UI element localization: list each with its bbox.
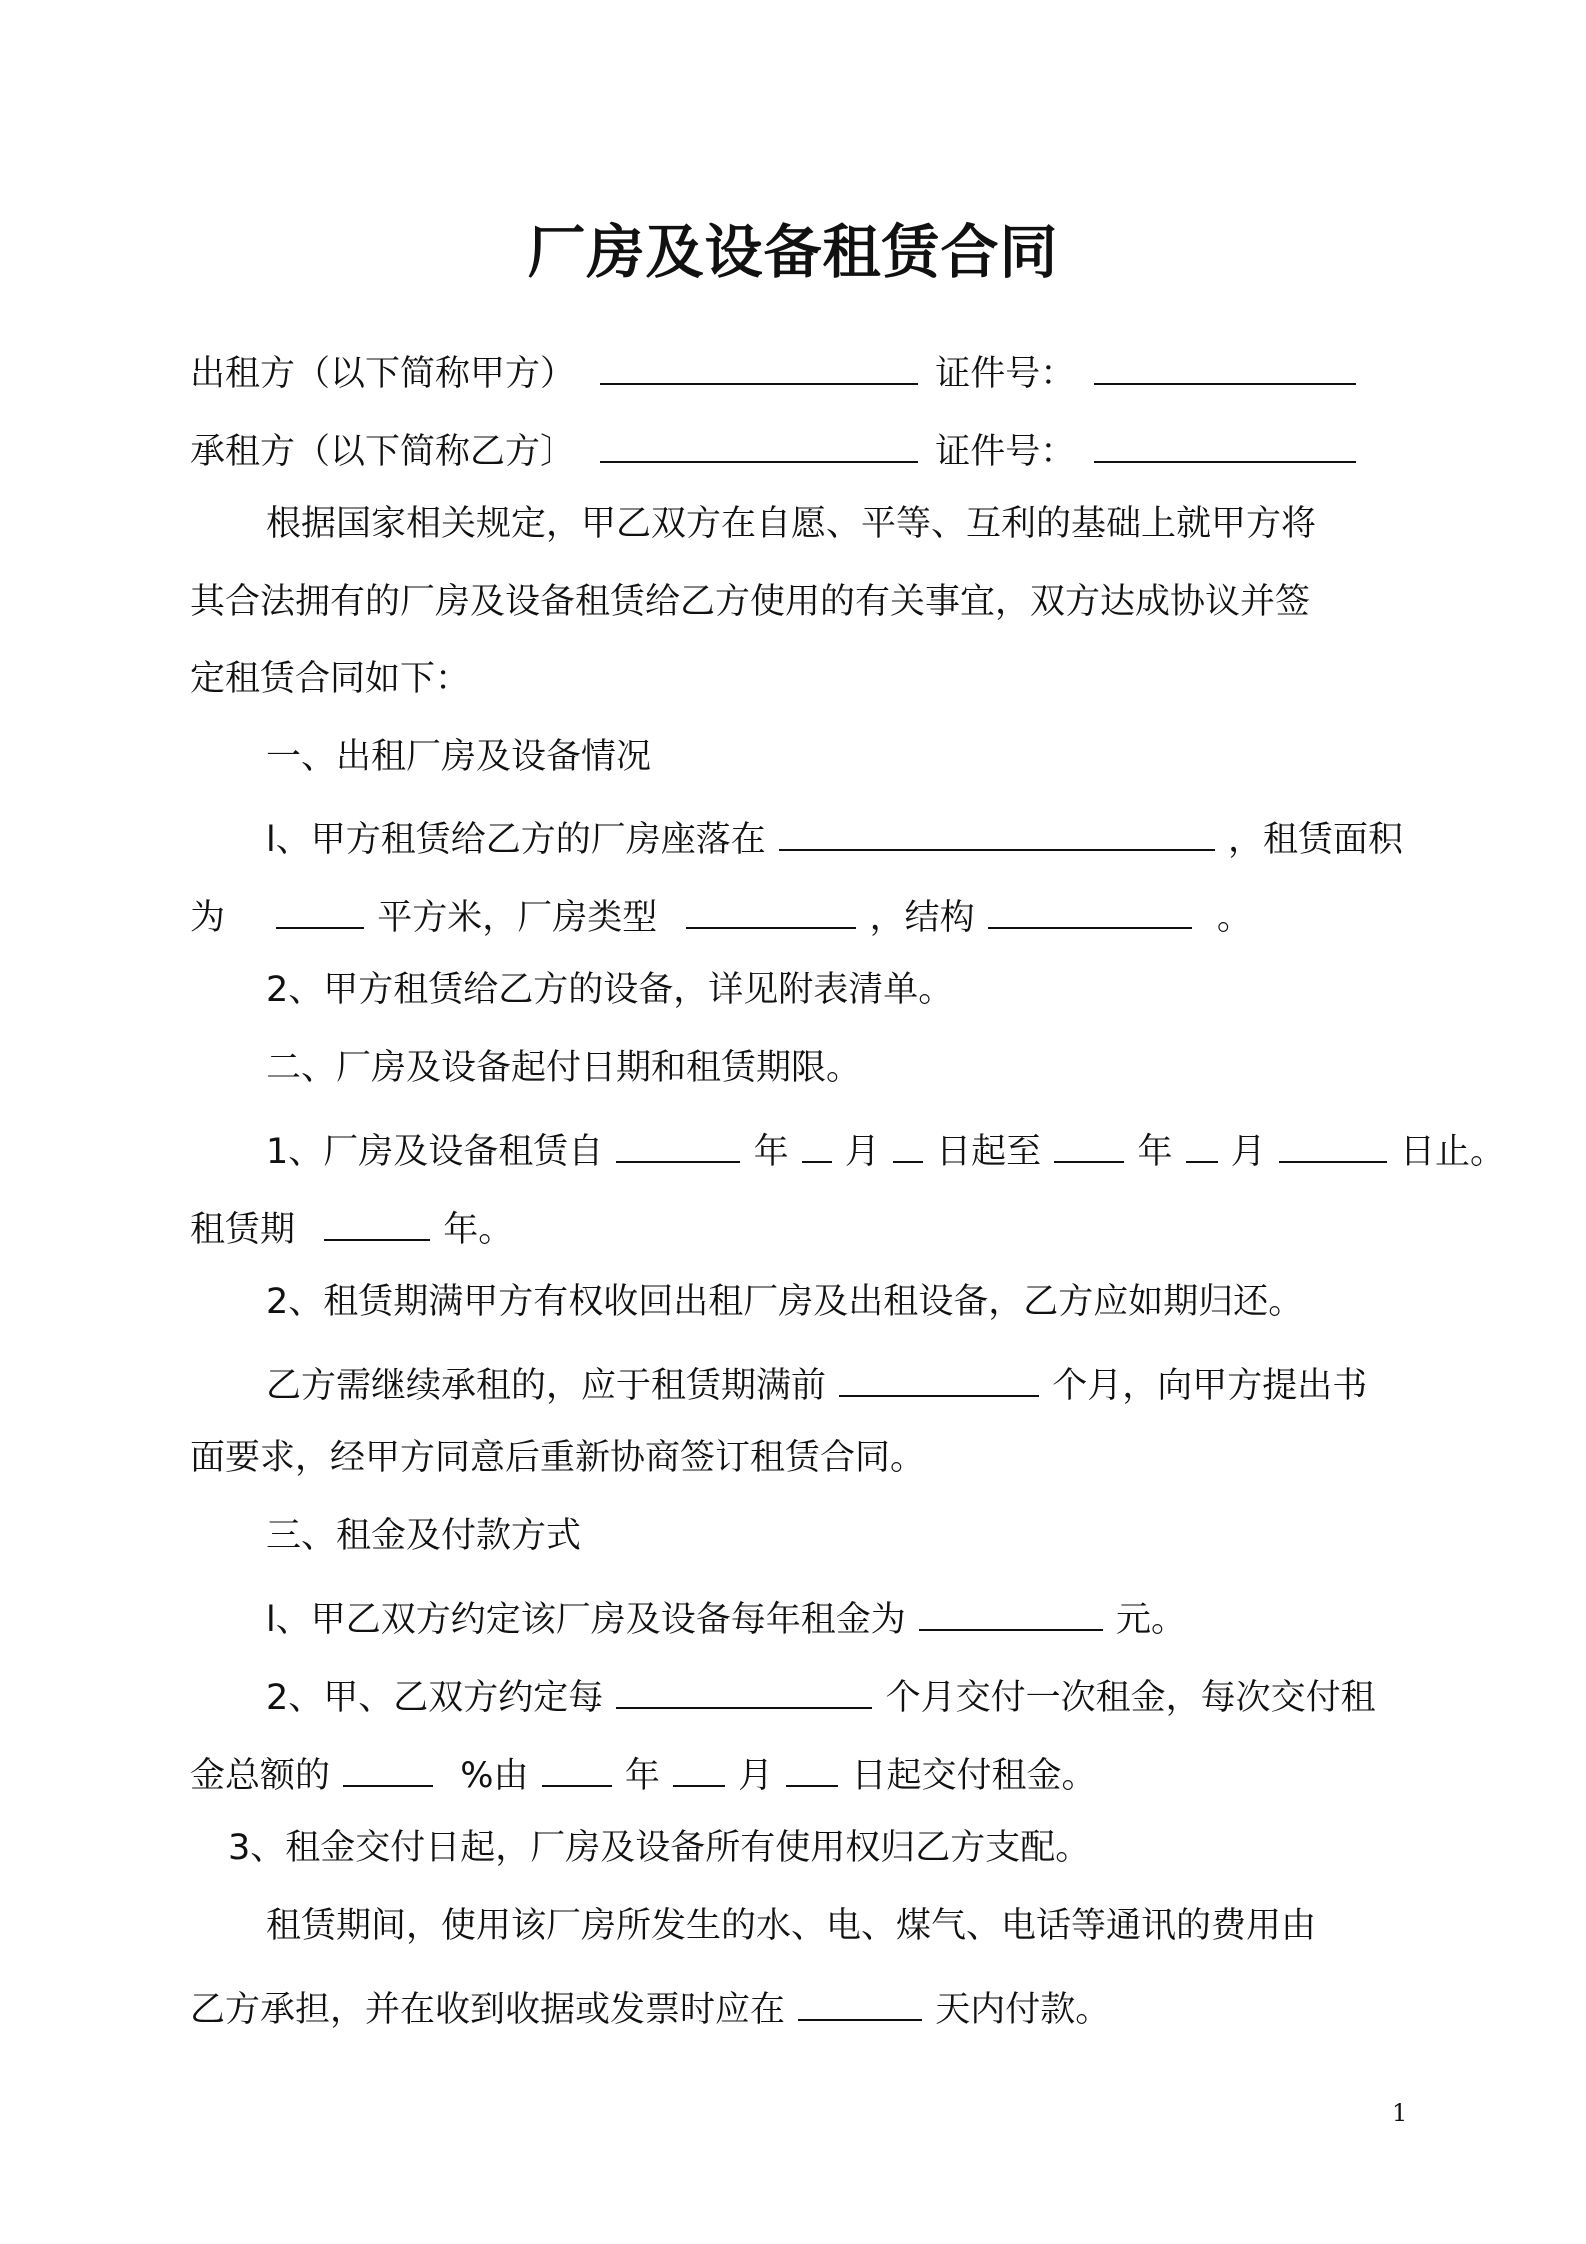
item-text: 。 [1216, 898, 1252, 938]
page-number: 1 [1392, 2099, 1408, 2127]
year-label: 年 [753, 1132, 789, 1172]
section-1-heading: 一、出租厂房及设备情况 [266, 737, 652, 777]
item-text: 金总额的 [190, 1756, 331, 1796]
day-label: 日止。 [1400, 1132, 1506, 1172]
section-3-item-2-line-2 [190, 1745, 1096, 1801]
factory-location-blank[interactable] [779, 809, 1215, 851]
lessor-name-blank[interactable] [600, 343, 918, 385]
factory-type-blank[interactable] [686, 887, 856, 929]
item-text: 年。 [443, 1210, 514, 1250]
lessor-id-blank[interactable] [1094, 343, 1356, 385]
payment-interval-blank[interactable] [616, 1667, 872, 1709]
section-2-term [190, 1199, 513, 1255]
item-text: 乙方承担，并在收到收据或发票时应在 [190, 1990, 786, 2030]
item-text: ，租赁面积 [1228, 820, 1404, 860]
start-day-blank[interactable] [893, 1121, 923, 1163]
item-text: l、甲乙双方约定该厂房及设备每年租金为 [266, 1600, 906, 1640]
item-text: 为 [190, 898, 226, 938]
month-label: 月 [844, 1132, 880, 1172]
section-3-utilities-line-2 [190, 1979, 1110, 2035]
start-year-blank[interactable] [616, 1121, 740, 1163]
item-text: 乙方需继续承租的，应于租赁期满前 [266, 1366, 827, 1406]
payment-month-blank[interactable] [673, 1745, 725, 1787]
item-text: %由 [460, 1756, 529, 1796]
item-text: ，结构 [869, 898, 975, 938]
start-month-blank[interactable] [802, 1121, 832, 1163]
lessee-label: 承租方（以下简称乙方〕 [190, 432, 576, 472]
area-blank[interactable] [276, 887, 364, 929]
section-1-item-2: 2、甲方租赁给乙方的设备，详见附表清单。 [266, 970, 954, 1010]
section-2-renew-line-2: 面要求，经甲方同意后重新协商签订租赁合同。 [190, 1438, 926, 1478]
item-text: l、甲方租赁给乙方的厂房座落在 [266, 820, 766, 860]
section-2-item-2: 2、租赁期满甲方有权收回出租厂房及出租设备，乙方应如期归还。 [266, 1282, 1304, 1322]
lessor-label: 出租方（以下简称甲方） [190, 354, 576, 394]
renewal-months-blank[interactable] [839, 1355, 1039, 1397]
item-text: 日起交付租金。 [851, 1756, 1097, 1796]
section-3-item-3: 3、租金交付日起，厂房及设备所有使用权归乙方支配。 [228, 1828, 1091, 1868]
item-text: 2、甲、乙双方约定每 [266, 1678, 604, 1718]
item-text: 1、厂房及设备租赁自 [266, 1132, 604, 1172]
lessee-id-label: 证件号： [935, 432, 1076, 472]
end-day-blank[interactable] [1279, 1121, 1387, 1163]
payment-percent-blank[interactable] [343, 1745, 433, 1787]
month-label: 月 [1230, 1132, 1266, 1172]
section-2-item-1 [266, 1121, 1505, 1177]
term-years-blank[interactable] [324, 1199, 430, 1241]
structure-blank[interactable] [988, 887, 1192, 929]
item-text: 租赁期 [190, 1210, 296, 1250]
lessee-id-blank[interactable] [1094, 421, 1356, 463]
year-label: 年 [624, 1756, 660, 1796]
intro-line-3: 定租赁合同如下： [190, 659, 471, 699]
year-label: 年 [1137, 1132, 1173, 1172]
item-text: 个月交付一次租金，每次交付租 [885, 1678, 1376, 1718]
section-2-heading: 二、厂房及设备起付日期和租赁期限。 [266, 1048, 862, 1088]
end-year-blank[interactable] [1054, 1121, 1124, 1163]
section-1-item-1-line-1 [266, 809, 1403, 865]
lessee-line [190, 421, 1358, 477]
section-3-heading: 三、租金及付款方式 [266, 1516, 582, 1556]
intro-line-1: 根据国家相关规定，甲乙双方在自愿、平等、互利的基础上就甲方将 [266, 504, 1317, 544]
lessor-line [190, 343, 1358, 399]
payment-day-blank[interactable] [786, 1745, 838, 1787]
section-2-renew-line-1 [266, 1355, 1367, 1411]
item-text: 个月，向甲方提出书 [1052, 1366, 1368, 1406]
item-text: 平方米，厂房类型 [377, 898, 658, 938]
item-text: 天内付款。 [935, 1990, 1111, 2030]
lessor-id-label: 证件号： [935, 354, 1076, 394]
payment-year-blank[interactable] [542, 1745, 612, 1787]
section-3-item-1 [266, 1589, 1186, 1645]
annual-rent-blank[interactable] [919, 1589, 1103, 1631]
item-text: 元。 [1116, 1600, 1187, 1640]
day-label: 日起至 [936, 1132, 1042, 1172]
section-3-utilities-line-1: 租赁期间，使用该厂房所发生的水、电、煤气、电话等通讯的费用由 [266, 1906, 1317, 1946]
end-month-blank[interactable] [1186, 1121, 1218, 1163]
intro-line-2: 其合法拥有的厂房及设备租赁给乙方使用的有关事宜，双方达成协议并签 [190, 582, 1311, 622]
section-1-item-1-line-2 [190, 887, 1252, 943]
lessee-name-blank[interactable] [600, 421, 918, 463]
payment-days-blank[interactable] [798, 1979, 922, 2021]
section-3-item-2-line-1 [266, 1667, 1376, 1723]
document-title: 厂房及设备租赁合同 [527, 218, 1059, 286]
month-label: 月 [738, 1756, 774, 1796]
